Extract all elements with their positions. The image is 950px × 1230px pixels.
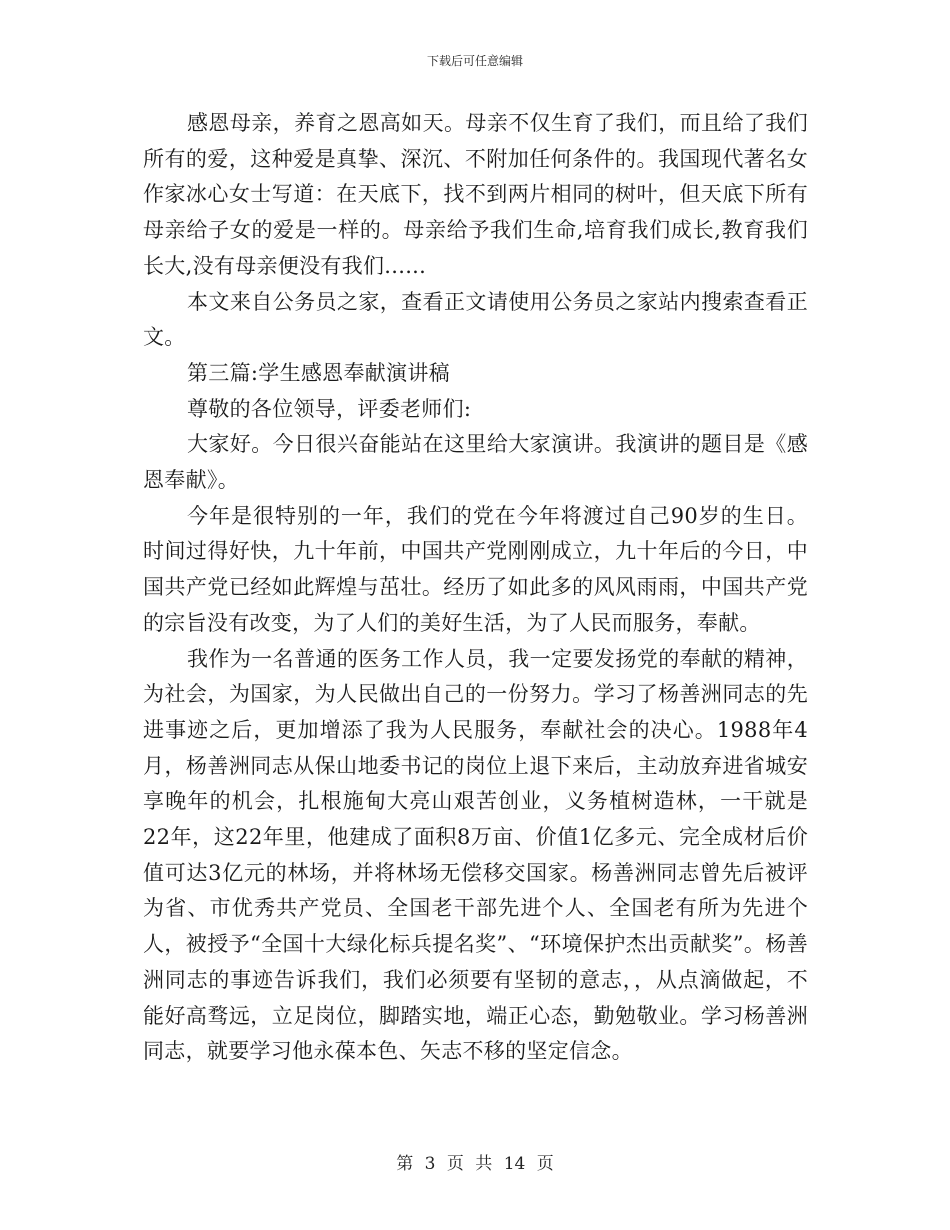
- paragraph-source-note: 本文来自公务员之家，查看正文请使用公务员之家站内搜索查看正文。: [143, 289, 808, 350]
- paragraph-yang-shanzhou: 我作为一名普通的医务工作人员，我一定要发扬党的奉献的精神，为社会，为国家，为人民做出自己的一份努力。学习了杨善洲同志的先进事迹之后，更加增添了我为人民服务，奉献社会的决心。1988年4月，杨善洲同志从保山地委书记的岗位上退下来后，主动放弃进省城安享晚年的机会，扎根施甸大亮山艰苦创业，义务植树造林，一干就是22年，这22年里，他建成了面积8万亩、价值1亿多元、完全成材后价值可达3亿元的林场，并将林场无偿移交国家。杨善洲同志曾先后被评为省、市优秀共产党员、全国老干部先进个人、全国老有所为先进个人，被授予“全国十大绿化标兵提名奖”、“环境保护杰出贡献奖”。杨善洲同志的事迹告诉我们，我们必须要有坚韧的意志，，从点滴做起，不能好高骛远，立足岗位，脚踏实地，端正心态，勤勉敬业。学习杨善洲同志，就要学习他永葆本色、矢志不移的坚定信念。: [143, 646, 808, 1064]
- document-body: [143, 106, 808, 1070]
- salutation: 尊敬的各位领导，评委老师们:: [187, 396, 472, 421]
- page-header-note: 下载后可任意编辑: [426, 54, 523, 68]
- page-number: 第 3 页 共 14 页: [396, 1154, 554, 1174]
- paragraph-greeting: 大家好。今日很兴奋能站在这里给大家演讲。我演讲的题目是《感恩奉献》。: [143, 432, 808, 493]
- paragraph-party-anniversary: 今年是很特别的一年，我们的党在今年将渡过自己90岁的生日。时间过得好快，九十年前，中国共产党刚刚成立，九十年后的今日，中国共产党已经如此辉煌与茁壮。经历了如此多的风风雨雨，中国共产党的宗旨没有改变，为了人们的美好生活，为了人民而服务，奉献。: [143, 503, 808, 635]
- paragraph-mother: 感恩母亲，养育之恩高如天。母亲不仅生育了我们，而且给了我们所有的爱，这种爱是真挚、深沉、不附加任何条件的。我国现代著名女作家冰心女士写道：在天底下，找不到两片相同的树叶，但天底下所有母亲给子女的爱是一样的。母亲给予我们生命,培育我们成长,教育我们长大,没有母亲便没有我们......: [143, 111, 808, 278]
- section-title: 第三篇:学生感恩奉献演讲稿: [187, 360, 450, 385]
